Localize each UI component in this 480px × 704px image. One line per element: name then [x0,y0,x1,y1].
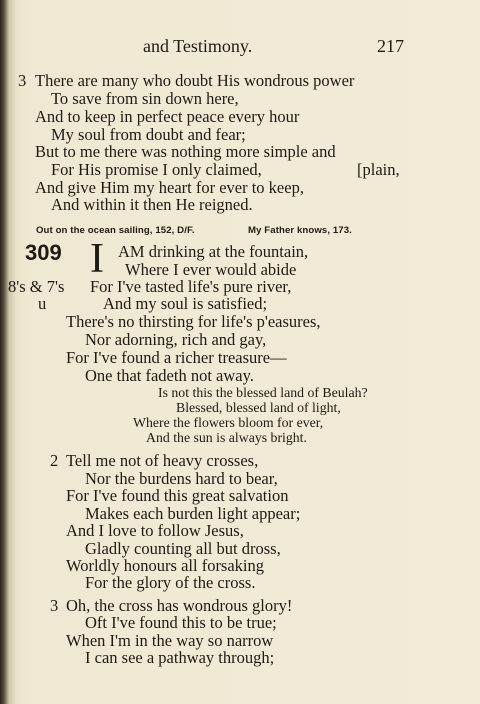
tune-reference: Out on the ocean sailing, 152, D/F. [36,225,195,236]
drop-cap: I [90,236,104,282]
verse-line: And I love to follow Jesus, [66,521,244,540]
verse-line: To save from sin down here, [51,89,239,108]
verse-line: Where I ever would abide [125,260,297,279]
verse-line: Oh, the cross has wondrous glory! [66,596,293,615]
verse-line-overflow: [plain, [357,160,400,179]
verse-line: There's no thirsting for life's p'easures, [66,312,321,331]
hymn-number: 309 [25,240,62,265]
verse-line: Nor adorning, rich and gay, [85,330,267,349]
verse-line: For His promise I only claimed, [51,160,262,179]
verse-line: But to me there was nothing more simple and [35,142,336,161]
verse-line: For I've tasted life's pure river, [90,277,292,296]
verse-line: AM drinking at the fountain, [118,242,309,261]
verse-number: 3 [18,71,27,90]
verse-line: My soul from doubt and fear; [51,125,246,144]
chorus-line: And the sun is always bright. [146,430,307,445]
verse-line: When I'm in the way so narrow [66,631,274,650]
verse-number: 3 [50,596,59,615]
meter-label: 8's & 7's [8,277,65,296]
verse-line: And give Him my heart for ever to keep, [35,178,304,197]
verse-line: Nor the burdens hard to bear, [85,469,278,488]
key-letter: u [38,294,47,313]
verse-line: Oft I've found this to be true; [85,613,277,632]
tune-reference: My Father knows, 173. [248,225,352,236]
verse-line: Makes each burden light appear; [85,504,301,523]
verse-line: And my soul is satisfied; [103,294,268,313]
verse-line: There are many who doubt His wondrous power [35,71,355,90]
chorus-line: Where the flowers bloom for ever, [133,415,324,430]
verse-line: Worldly honours all forsaking [66,556,265,575]
verse-line: I can see a pathway through; [85,648,275,667]
verse-line: For I've found this great salvation [66,486,289,505]
verse-line: For I've found a richer treasure— [66,348,287,367]
chorus-line: Is not this the blessed land of Beulah? [158,385,368,400]
running-title: and Testimony. [143,36,253,56]
verse-line: For the glory of the cross. [85,573,256,592]
verse-line: Gladly counting all but dross, [85,539,281,558]
page-number: 217 [377,36,404,56]
verse-line: And within it then He reigned. [51,195,253,214]
verse-number: 2 [50,451,59,470]
verse-line: One that fadeth not away. [85,366,254,385]
chorus-line: Blessed, blessed land of light, [176,400,341,415]
verse-line: Tell me not of heavy crosses, [66,451,259,470]
verse-line: And to keep in perfect peace every hour [35,107,300,126]
